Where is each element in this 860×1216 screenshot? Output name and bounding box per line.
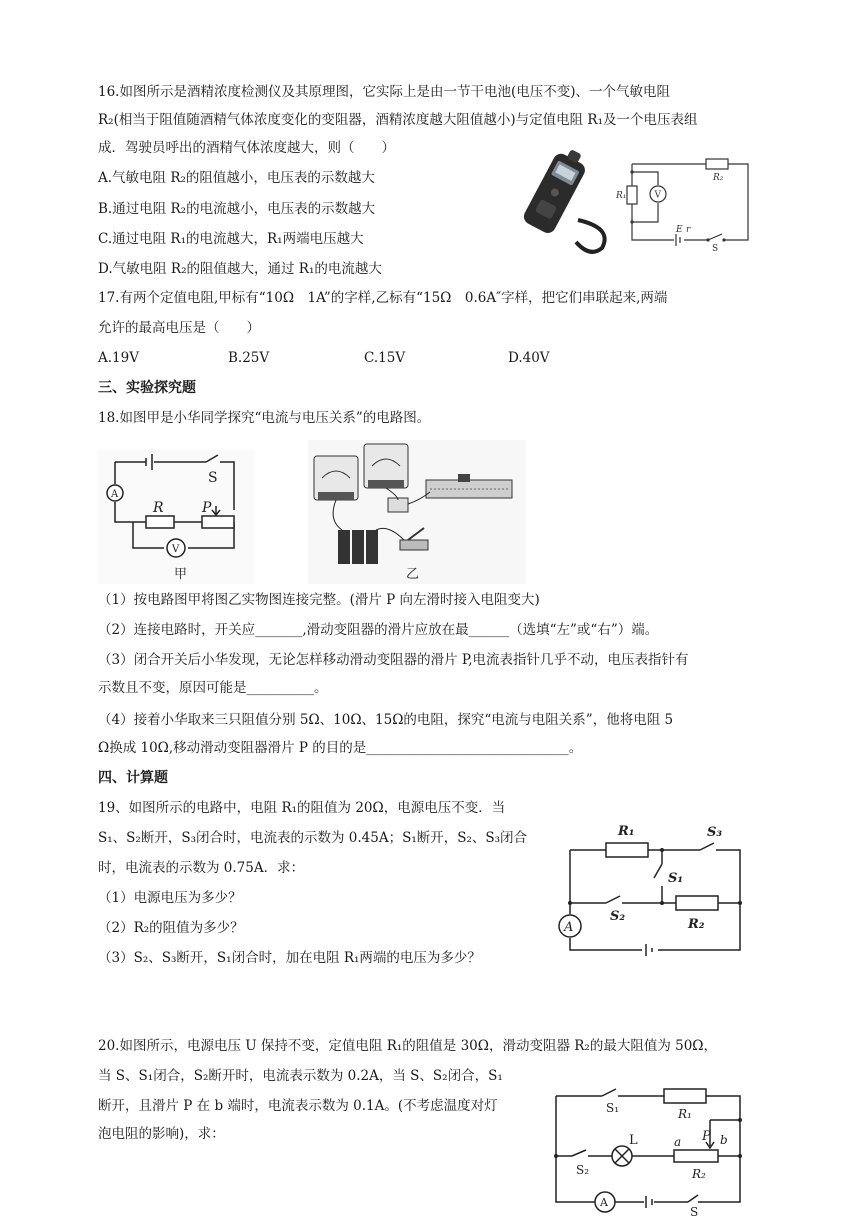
q20-fig-s2-label: S₂ <box>576 1163 590 1177</box>
q16-option-d: D.气敏电阻 R₂的阻值越大，通过 R₁的电流越大 <box>98 261 382 277</box>
q20-stem-line3: 断开，且滑片 P 在 b 端时，电流表示数为 0.1A。(不考虑温度对灯 <box>98 1098 498 1114</box>
q18-part-3-line2: 示数且不变，原因可能是__________。 <box>98 680 328 696</box>
section-3-heading: 三、实验探究题 <box>98 380 196 396</box>
breathalyzer-device-image <box>518 150 618 260</box>
q16-fig-switch-label: S <box>712 244 719 252</box>
q20-fig-s-label: S <box>690 1205 699 1216</box>
q20-fig-lamp-label: L <box>629 1133 638 1148</box>
q16-stem-line1: 16.如图所示是酒精浓度检测仪及其原理图，它实际上是由一节干电池(电压不变)、一个气敏电阻 <box>98 84 671 100</box>
q19-fig-s1-label: S₁ <box>668 871 684 886</box>
q20-circuit-diagram <box>548 1080 754 1216</box>
q18-part-2: （2）连接电路时，开关应_______,滑动变阻器的滑片应放在最______（选填“左”或“右”）端。 <box>98 622 659 638</box>
q17-option-a: A.19V <box>98 350 139 366</box>
q18-part-4-line2: Ω换成 10Ω,移动滑动变阻器滑片 P 的目的是______________________________。 <box>98 740 583 756</box>
q17-option-c: C.15V <box>364 350 406 366</box>
q19-circuit-diagram <box>550 816 750 962</box>
q20-fig-s1-label: S₁ <box>606 1101 620 1115</box>
q16-fig-e-label: E <box>676 225 683 235</box>
q20-fig-a-end-label: a <box>674 1135 682 1149</box>
q16-fig-r-label: r <box>686 225 691 235</box>
q16-stem-line2: R₂(相当于阻值随酒精气体浓度变化的变阻器，酒精浓度越大阻值越小)与定值电阻 R₁及一个电压表组 <box>98 112 698 128</box>
q18-stem: 18.如图甲是小华同学探究“电流与电压关系”的电路图。 <box>98 410 431 426</box>
q20-stem-line4: 泡电阻的影响)，求： <box>98 1126 225 1142</box>
q20-fig-r1-label: R₁ <box>678 1107 692 1121</box>
q16-circuit-diagram <box>610 152 760 252</box>
q18-circuit-jia <box>98 450 254 584</box>
q19-fig-ammeter-label: A <box>564 920 574 935</box>
q18-jia-caption: 甲 <box>174 567 188 582</box>
q18-jia-ammeter-label: A <box>111 489 119 500</box>
q19-stem-line3: 时，电流表的示数为 0.75A．求： <box>98 860 305 876</box>
q18-jia-resistor-label: R <box>153 500 164 516</box>
q20-stem-line2: 当 S、S₁闭合，S₂断开时，电流表示数为 0.2A，当 S、S₂闭合，S₁ <box>98 1068 503 1084</box>
q18-apparatus-yi <box>308 440 526 584</box>
q20-fig-r2-label: R₂ <box>692 1167 706 1181</box>
q19-part-1: （1）电源电压为多少？ <box>98 890 242 906</box>
q16-stem-line3: 成．驾驶员呼出的酒精气体浓度越大，则（ ） <box>98 140 395 156</box>
q16-option-b: B.通过电阻 R₂的电流越小，电压表的示数越大 <box>98 201 376 217</box>
q18-part-4-line1: （4）接着小华取来三只阻值分别 5Ω、10Ω、15Ω的电阻，探究“电流与电阻关系”，他将电阻 5 <box>98 712 674 728</box>
q17-stem-line2: 允许的最高电压是（ ） <box>98 320 260 336</box>
q19-fig-r1-label: R₁ <box>618 824 635 839</box>
q16-fig-voltmeter-label: V <box>654 190 661 201</box>
q18-yi-caption: 乙 <box>406 567 420 582</box>
q18-part-3-line1: （3）闭合开关后小华发现，无论怎样移动滑动变阻器的滑片 P,电流表指针几乎不动，电压表指针有 <box>98 652 689 668</box>
q16-fig-r1-label: R₁ <box>616 191 627 201</box>
q18-jia-voltmeter-label: V <box>172 544 180 555</box>
q17-option-d: D.40V <box>508 350 550 366</box>
q18-part-1: （1）按电路图甲将图乙实物图连接完整。(滑片 P 向左滑时接入电阻变大) <box>98 592 540 608</box>
q20-fig-b-end-label: b <box>720 1133 728 1147</box>
q16-option-a: A.气敏电阻 R₂的阻值越小，电压表的示数越大 <box>98 170 375 186</box>
q16-fig-r2-label: R₂ <box>713 173 724 183</box>
q20-stem-line1: 20.如图所示，电源电压 U 保持不变，定值电阻 R₁的阻值是 30Ω，滑动变阻器 R₂的最大阻值为 50Ω， <box>98 1038 717 1054</box>
q18-jia-slider-label: P <box>202 500 212 516</box>
q19-fig-r2-label: R₂ <box>688 917 705 932</box>
q19-part-2: （2）R₂的阻值为多少？ <box>98 920 244 936</box>
q19-fig-s3-label: S₃ <box>707 825 723 840</box>
q20-fig-ammeter-label: A <box>600 1196 608 1209</box>
q19-stem-line2: S₁、S₂断开，S₃闭合时，电流表的示数为 0.45A；S₁断开，S₂、S₃闭合 <box>98 830 528 846</box>
q20-fig-p-label: P <box>702 1129 711 1144</box>
q18-jia-switch-label: S <box>208 470 218 486</box>
section-4-heading: 四、计算题 <box>98 770 168 786</box>
q17-option-b: B.25V <box>228 350 270 366</box>
q16-option-c: C.通过电阻 R₁的电流越大，R₁两端电压越大 <box>98 231 364 247</box>
q19-part-3: （3）S₂、S₃断开，S₁闭合时，加在电阻 R₁两端的电压为多少？ <box>98 950 481 966</box>
q17-stem-line1: 17.有两个定值电阻,甲标有“10Ω 1A”的字样,乙标有“15Ω 0.6A″字样，把它们串联起来,两端 <box>98 290 668 306</box>
q19-fig-s2-label: S₂ <box>610 909 626 924</box>
q19-stem-line1: 19、如图所示的电路中，电阻 R₁的阻值为 20Ω，电源电压不变．当 <box>98 800 506 816</box>
